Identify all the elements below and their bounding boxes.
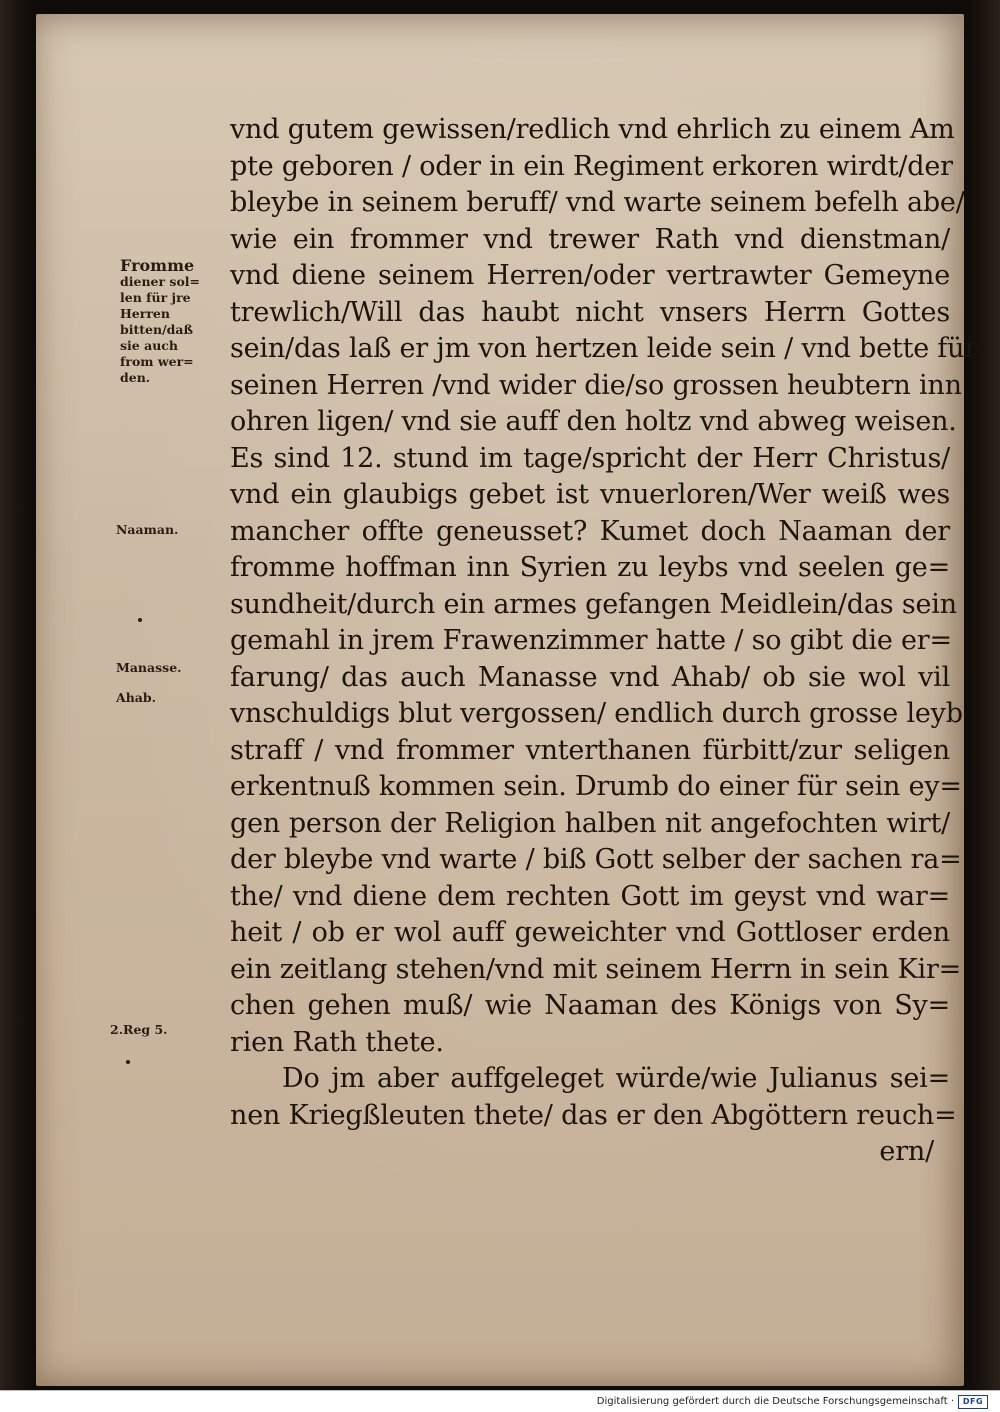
text-line: gen person der Religion halben nit angefochten wirt/ bbox=[230, 807, 950, 839]
text-line: sein/das laß er jm von hertzen leide sein / vnd bette für bbox=[230, 333, 978, 364]
text-line: heit / ob er wol auff geweichter vnd Gottloser erden bbox=[230, 917, 950, 948]
margin-note-line: sie auch bbox=[120, 338, 178, 353]
margin-note-ahab bbox=[116, 690, 156, 706]
text-line: mancher offte geneusset? Kumet doch Naaman der bbox=[230, 515, 950, 547]
margin-note-line: Manasse. bbox=[116, 660, 182, 675]
text-line: bleybe in seinem beruff/ vnd warte seinem befelh abe/ bbox=[230, 187, 965, 218]
margin-note-line: bitten/daß bbox=[120, 322, 193, 337]
catchword: ern/ bbox=[879, 1136, 934, 1167]
margin-note-line: len für jre bbox=[120, 290, 191, 305]
text-line: the/ vnd diene dem rechten Gott im geyst vnd war= bbox=[230, 880, 950, 912]
margin-note-line: from wer= bbox=[120, 354, 194, 369]
text-line: sundheit/durch ein armes gefangen Meidlein/das sein bbox=[230, 588, 957, 620]
text-line: wie ein frommer vnd trewer Rath vnd dienstman/ bbox=[230, 223, 950, 255]
margin-note-line: den. bbox=[120, 370, 151, 385]
text-line: fromme hoffman inn Syrien zu leybs vnd seelen ge= bbox=[230, 552, 950, 583]
text-line: pte geboren / oder in ein Regiment erkoren wirdt/der bbox=[230, 150, 953, 182]
text-line: vnschuldigs blut vergossen/ endlich durch grosse leyb bbox=[230, 698, 963, 729]
body-text bbox=[230, 112, 978, 1171]
text-line: gemahl in jrem Frawenzimmer hatte / so gibt die er= bbox=[230, 625, 952, 656]
text-line: chen gehen muß/ wie Naaman des Königs von Sy= bbox=[230, 990, 950, 1021]
text-line: der bleybe vnd warte / biß Gott selber der sachen ra= bbox=[230, 844, 962, 875]
margin-note-line: 2.Reg 5. bbox=[110, 1022, 168, 1037]
text-line: straff / vnd frommer vnterthanen fürbitt/zur seligen bbox=[230, 734, 950, 766]
text-line: erkentnuß kommen sein. Drumb do einer für sein ey= bbox=[230, 771, 962, 802]
text-line: Do jm aber auffgeleget würde/wie Julianus sei= bbox=[282, 1063, 950, 1094]
text-line: seinen Herren /vnd wider die/so grossen heubtern inn bbox=[230, 369, 962, 401]
text-line: Es sind 12. stund im tage/spricht der Herr Christus/ bbox=[230, 442, 950, 474]
margin-note-line: Ahab. bbox=[116, 690, 156, 705]
margin-dot bbox=[138, 618, 142, 622]
margin-note-reg bbox=[110, 1022, 168, 1038]
margin-note-line: Fromme bbox=[120, 256, 195, 275]
text-line: nen Kriegßleuten thete/ das er den Abgöttern reuch= bbox=[230, 1099, 957, 1131]
margin-note-naaman bbox=[116, 522, 178, 538]
dfg-logo[interactable]: DFG bbox=[958, 1395, 988, 1409]
margin-note-fromme bbox=[120, 258, 200, 386]
margin-note-manasse bbox=[116, 660, 182, 676]
margin-dot bbox=[126, 1060, 130, 1064]
funding-credit: Digitalisierung gefördert durch die Deutsche Forschungsgemeinschaft · bbox=[596, 1396, 954, 1407]
footer-bar bbox=[0, 1390, 1000, 1412]
text-line: farung/ das auch Manasse vnd Ahab/ ob sie wol vil bbox=[230, 661, 950, 693]
book-page bbox=[36, 14, 978, 1386]
margin-note-line: Naaman. bbox=[116, 522, 179, 537]
text-line: trewlich/Will das haubt nicht vnsers Herrn Gottes bbox=[230, 296, 950, 328]
text-line: vnd ein glaubigs gebet ist vnuerloren/Wer weiß wes bbox=[230, 479, 950, 510]
text-line: vnd diene seinem Herren/oder vertrawter Gemeyne bbox=[230, 260, 950, 291]
margin-note-line: Herren bbox=[120, 306, 170, 321]
margin-note-line: diener sol= bbox=[120, 274, 201, 289]
text-line: ohren ligen/ vnd sie auff den holtz vnd abweg weisen. bbox=[230, 406, 957, 437]
text-line: ein zeitlang stehen/vnd mit seinem Herrn in sein Kir= bbox=[230, 953, 962, 985]
text-line: rien Rath thete. bbox=[230, 1026, 444, 1058]
text-line: vnd gutem gewissen/redlich vnd ehrlich zu einem Am bbox=[230, 114, 955, 145]
